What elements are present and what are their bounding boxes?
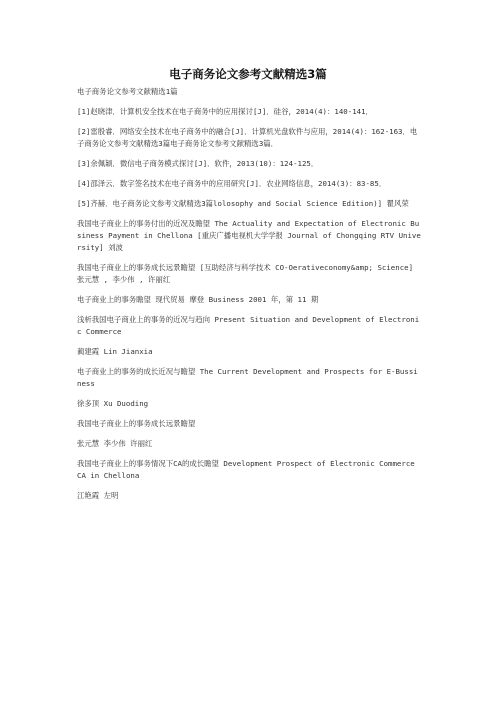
paragraph-authors-jiang: 江艳霞 左明: [77, 491, 119, 500]
reference-4: [4]邵泽云．数字签名技术在电子商务中的应用研究[J]．农业网络信息，2014(3)：83-85．: [77, 179, 387, 188]
paragraph-current-development: 电子商业上的事务的成长近况与瞻望 The Current Development and Prospects for E-Bussiness: [77, 367, 418, 388]
paragraph-authors-zhang: 张元慧 李少伟 许丽红: [77, 439, 153, 448]
paragraph-present-situation: 浅析我国电子商业上的事务的近况与趋向 Present Situation and Development of Electronic Commerce: [77, 315, 420, 336]
reference-3: [3]余佩颖．微信电子商务模式探讨[J]．软件，2013(10)：124-125．: [77, 159, 319, 168]
reference-5: [5]齐赫．电子商务论文参考文献精选3篇lolosophy and Social Science Edition)] 瞿风荣: [77, 199, 409, 208]
paragraph-author-lin: 蔺建霞 Lin Jianxia: [77, 347, 153, 356]
paragraph-section-heading: 电子商务论文参考文献精选1篇: [77, 87, 178, 96]
document-title: 电子商务论文参考文献精选3篇: [169, 67, 327, 81]
paragraph-prospect-2: 我国电子商业上的事务成长远景瞻望: [77, 419, 196, 428]
paragraph-author-xu: 徐多顶 Xu Duoding: [77, 399, 149, 408]
paragraph-modern-business: 电子商业上的事务瞻望 现代贸易 摩登 Business 2001 年，第 11 期: [77, 295, 319, 304]
paragraph-ca-prospect: 我国电子商业上的事务情况下CA的成长瞻望 Development Prospect of Electronic Commerce CA in Chellona: [77, 459, 420, 480]
reference-2: [2]雷殷睿．网络安全技术在电子商务中的融合[J]．计算机光盘软件与应用，2014(4)：162-163．电子商务论文参考文献精选3篇电子商务论文参考文献精选3篇．: [77, 127, 418, 148]
reference-1: [1]赵晓津．计算机安全技术在电子商务中的应用探讨[J]．硅谷，2014(4)：140-141．: [77, 107, 373, 116]
paragraph-prospect: 我国电子商业上的事务成长远景瞻望 [互助经济与科学技术 CO-Oerativeconomy&amp; Science] 张元慧 , 李少伟 , 许丽红: [77, 263, 418, 284]
document-body: [77, 86, 422, 510]
paragraph-payment: 我国电子商业上的事务付出的近况及瞻望 The Actuality and Expectation of Electronic Business Payment in Chellona [重庆广播电视机大学学报 Journal of Chongqing RTV University] 刘波: [77, 219, 421, 252]
